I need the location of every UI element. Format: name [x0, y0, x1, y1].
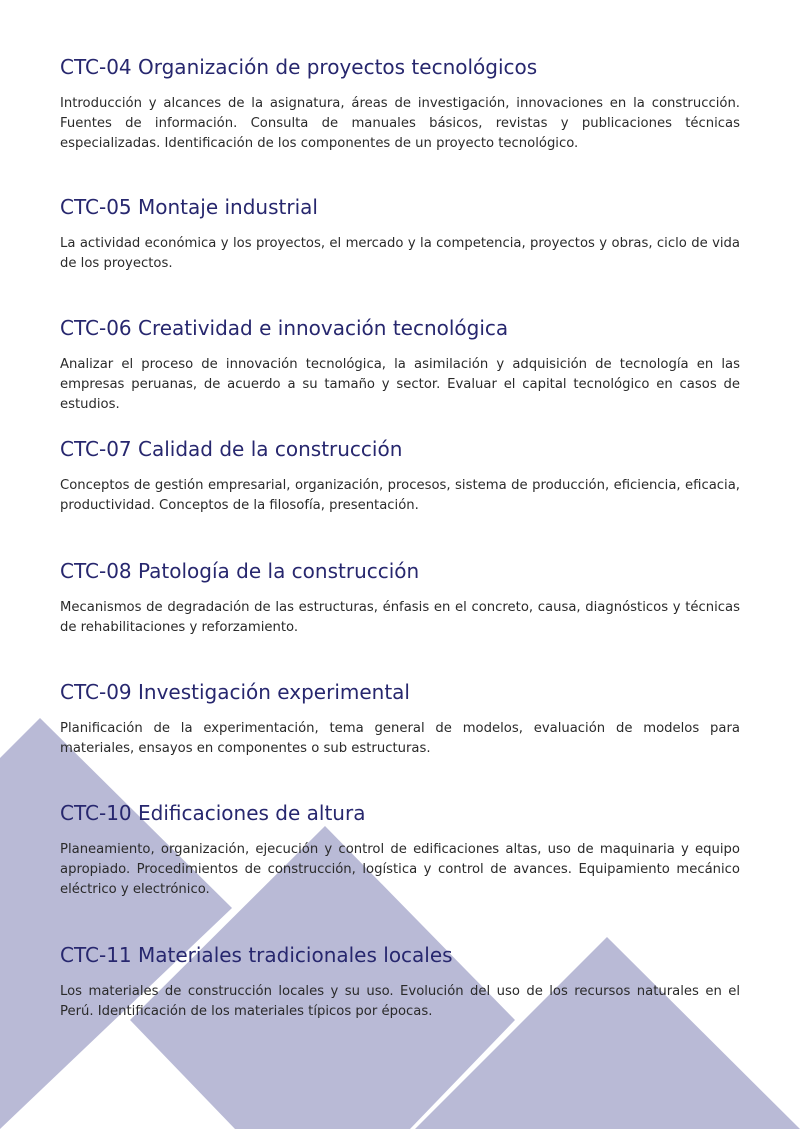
course-description: Analizar el proceso de innovación tecnológica, la asimilación y adquisición de tecnología en las empresas peruanas, de acuerdo a su tamaño y sector. Evaluar el capital tecnológico en casos de estudios.	[60, 357, 740, 412]
course-description: Conceptos de gestión empresarial, organización, procesos, sistema de producción, eficiencia, eficacia, productividad. Conceptos de la filosofía, presentación.	[60, 478, 740, 513]
course-title: CTC-11 Materiales tradicionales locales	[60, 943, 453, 967]
course-title: CTC-04 Organización de proyectos tecnológicos	[60, 55, 538, 79]
course-ctc-06	[60, 315, 740, 415]
course-title: CTC-08 Patología de la construcción	[60, 559, 420, 583]
course-ctc-10	[60, 800, 740, 900]
course-ctc-11	[60, 942, 740, 1022]
course-title: CTC-10 Edificaciones de altura	[60, 801, 366, 825]
course-description: Planeamiento, organización, ejecución y control de edificaciones altas, uso de maquinaria y equipo apropiado. Procedimientos de construcción, logística y control de avances. Equipamiento mecánico eléctrico y electrónico.	[60, 842, 740, 897]
course-description: Los materiales de construcción locales y su uso. Evolución del uso de los recursos naturales en el Perú. Identificación de los materiales típicos por épocas.	[60, 984, 740, 1019]
course-ctc-05	[60, 194, 740, 274]
course-title: CTC-09 Investigación experimental	[60, 680, 410, 704]
course-description: Planificación de la experimentación, tema general de modelos, evaluación de modelos para materiales, ensayos en componentes o sub estructuras.	[60, 721, 740, 756]
course-description: Mecanismos de degradación de las estructuras, énfasis en el concreto, causa, diagnósticos y técnicas de rehabilitaciones y reforzamiento.	[60, 600, 740, 635]
course-description: Introducción y alcances de la asignatura, áreas de investigación, innovaciones en la construcción. Fuentes de información. Consulta de manuales básicos, revistas y publicaciones técnicas especializadas. Identificación de los componentes de un proyecto tecnológico.	[60, 96, 740, 151]
course-title: CTC-06 Creatividad e innovación tecnológica	[60, 316, 509, 340]
course-title: CTC-05 Montaje industrial	[60, 195, 318, 219]
course-ctc-08	[60, 558, 740, 638]
course-ctc-07	[60, 436, 740, 516]
course-ctc-04	[60, 54, 740, 154]
course-description: La actividad económica y los proyectos, el mercado y la competencia, proyectos y obras, ciclo de vida de los proyectos.	[60, 236, 740, 271]
course-title: CTC-07 Calidad de la construcción	[60, 437, 403, 461]
course-ctc-09	[60, 679, 740, 759]
